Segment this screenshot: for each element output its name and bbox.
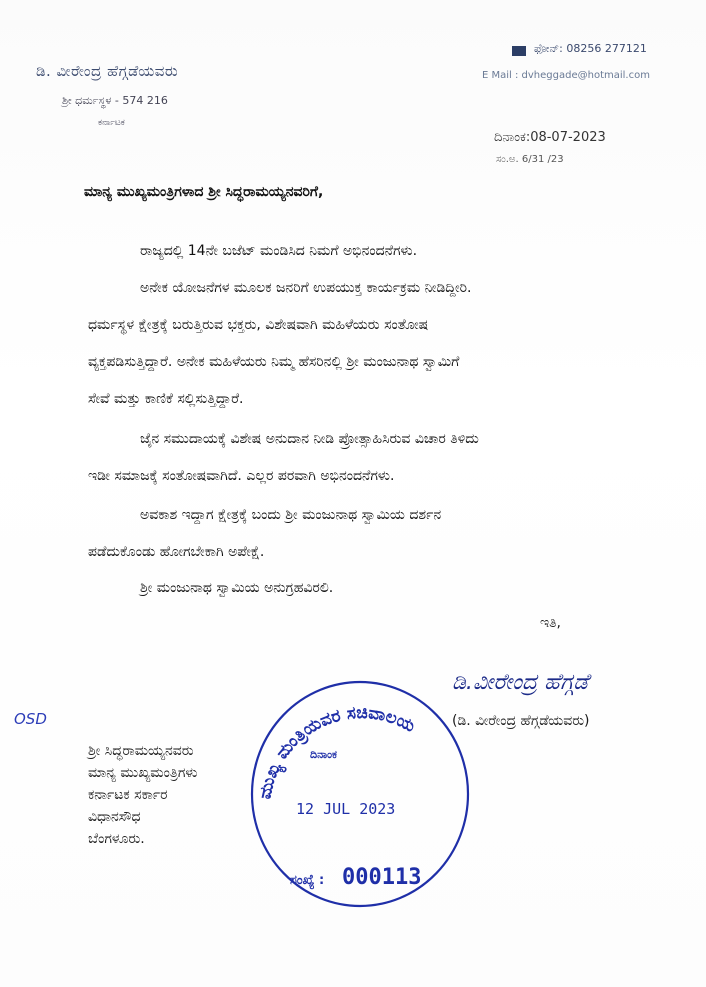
office-stamp xyxy=(240,674,480,914)
body-line: ಸೇವೆ ಮತ್ತು ಕಾಣಿಕೆ ಸಲ್ಲಿಸುತ್ತಿದ್ದಾರೆ. xyxy=(88,391,244,407)
addressee-line: ವಿಧಾನಸೌಧ xyxy=(88,809,141,825)
closing: ಇತಿ, xyxy=(540,615,561,631)
addressee-line: ಕರ್ನಾಟಕ ಸರ್ಕಾರ xyxy=(88,787,168,803)
body-line: ಇಡೀ ಸಮಾಜಕ್ಕೆ ಸಂತೋಷವಾಗಿದೆ. ಎಲ್ಲರ ಪರವಾಗಿ ಅಭಿನಂದನೆಗಳು. xyxy=(88,468,395,484)
handwritten-note: OSD xyxy=(14,710,47,728)
body-line: ಜೈನ ಸಮುದಾಯಕ್ಕೆ ವಿಶೇಷ ಅನುದಾನ ನೀಡಿ ಪ್ರೋತ್ಸಾಹಿಸಿರುವ ವಿಚಾರ ತಿಳಿದು xyxy=(140,431,479,447)
letterhead-name: ಡಿ. ವೀರೇಂದ್ರ ಹೆಗ್ಗಡೆಯವರು xyxy=(36,62,179,80)
reference-number: ಸಂ.ಅ. 6/31 /23 xyxy=(496,154,564,165)
body-line: ಪಡೆದುಕೊಂಡು ಹೋಗಬೇಕಾಗಿ ಅಪೇಕ್ಷೆ. xyxy=(88,544,265,560)
stamp-number: 000113 xyxy=(342,865,422,890)
body-line: ಅವಕಾಶ ಇದ್ದಾಗ ಕ್ಷೇತ್ರಕ್ಕೆ ಬಂದು ಶ್ರೀ ಮಂಜುನಾಥ ಸ್ವಾಮಿಯ ದರ್ಶನ xyxy=(140,507,442,523)
letterhead-email: E Mail : dvheggade@hotmail.com xyxy=(482,70,650,81)
letterhead-address: ಶ್ರೀ ಧರ್ಮಸ್ಥಳ - 574 216 xyxy=(62,94,168,107)
addressee-line: ಶ್ರೀ ಸಿದ್ಧರಾಮಯ್ಯನವರು xyxy=(88,743,194,759)
body-line: ಧರ್ಮಸ್ಥಳ ಕ್ಷೇತ್ರಕ್ಕೆ ಬರುತ್ತಿರುವ ಭಕ್ತರು, ವಿಶೇಷವಾಗಿ ಮಹಿಳೆಯರು ಸಂತೋಷ xyxy=(88,317,429,333)
stamp-number-label: ಸಂಖ್ಯೆ : xyxy=(290,873,325,888)
addressee-line: ಮಾನ್ಯ ಮುಖ್ಯಮಂತ್ರಿಗಳು xyxy=(88,765,198,781)
body-line: ವ್ಯಕ್ತಪಡಿಸುತ್ತಿದ್ದಾರೆ. ಅನೇಕ ಮಹಿಳೆಯರು ನಿಮ್ಮ ಹೆಸರಿನಲ್ಲಿ ಶ್ರೀ ಮಂಜುನಾಥ ಸ್ವಾಮಿಗೆ xyxy=(88,354,460,370)
signatory-name: (ಡಿ. ವೀರೇಂದ್ರ ಹೆಗ್ಗಡೆಯವರು) xyxy=(452,713,590,729)
addressee-line: ಬೆಂಗಳೂರು. xyxy=(88,831,145,847)
stamp-date: 12 JUL 2023 xyxy=(296,800,396,818)
addressee-block xyxy=(88,740,197,850)
body-line: ರಾಜ್ಯದಲ್ಲಿ 14ನೇ ಬಜೆಟ್ ಮಂಡಿಸಿದ ನಿಮಗೆ ಅಭಿನಂದನೆಗಳು. xyxy=(140,243,418,259)
letter-date: ದಿನಾಂಕ:08-07-2023 xyxy=(494,130,606,145)
phone-icon xyxy=(512,46,526,56)
stamp-date-label: ದಿನಾಂಕ xyxy=(310,748,337,761)
letterhead-state: ಕರ್ನಾಟಕ xyxy=(98,118,125,128)
body-line: ಅನೇಕ ಯೋಜನೆಗಳ ಮೂಲಕ ಜನರಿಗೆ ಉಪಯುಕ್ತ ಕಾರ್ಯಕ್ರಮ ನೀಡಿದ್ದೀರಿ. xyxy=(140,280,472,296)
signature: ಡಿ.ವೀರೇಂದ್ರ ಹೆಗ್ಗಡೆ xyxy=(452,670,589,695)
letterhead-phone: ಫೋನ್: 08256 277121 xyxy=(534,42,647,55)
salutation: ಮಾನ್ಯ ಮುಖ್ಯಮಂತ್ರಿಗಳಾದ ಶ್ರೀ ಸಿದ್ಧರಾಮಯ್ಯನವರಿಗೆ, xyxy=(84,184,324,200)
stamp-ring-text: ಮುಖ್ಯ ಮಂತ್ರಿಯವರ ಸಚಿವಾಲಯ xyxy=(255,703,419,802)
body-line: ಶ್ರೀ ಮಂಜುನಾಥ ಸ್ವಾಮಿಯ ಅನುಗ್ರಹವಿರಲಿ. xyxy=(140,580,334,596)
